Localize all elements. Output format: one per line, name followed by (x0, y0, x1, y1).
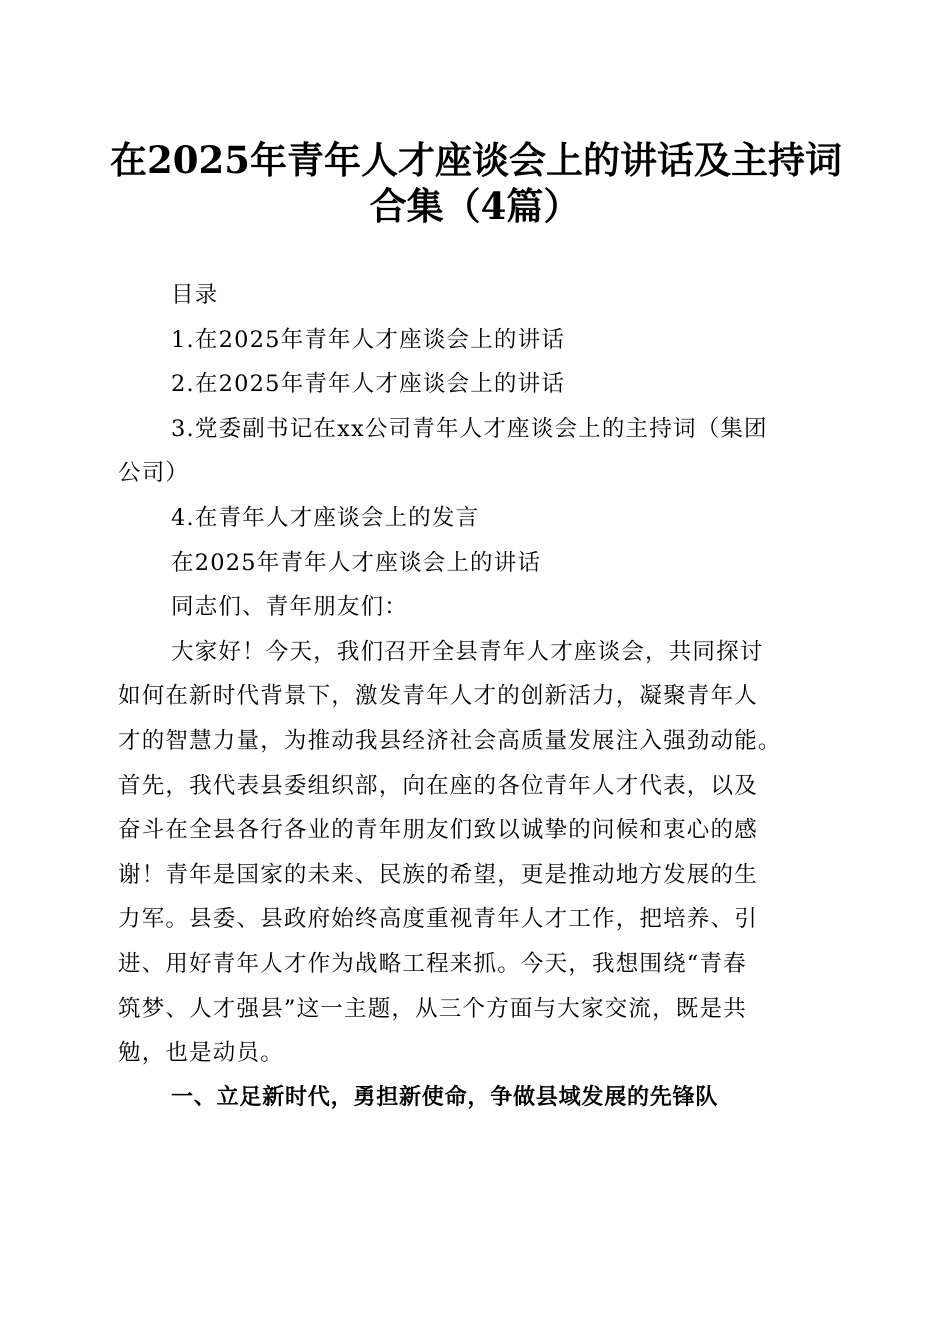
toc-item-2: 2.在2025年青年人才座谈会上的讲话 (171, 371, 566, 398)
body-line-9: 筑梦、人才强县”这一主题，从三个方面与大家交流，既是共 (118, 995, 747, 1022)
toc-item-3: 3.党委副书记在xx公司青年人才座谈会上的主持词（集团 (171, 415, 768, 442)
document-title-line-1: 在2025年青年人才座谈会上的讲话及主持词 (110, 138, 842, 182)
toc-label: 目录 (171, 282, 219, 308)
document-body (118, 273, 838, 1120)
toc-item-1: 1.在2025年青年人才座谈会上的讲话 (171, 326, 566, 353)
salutation: 同志们、青年朋友们： (171, 594, 409, 621)
body-line-1: 大家好！今天，我们召开全县青年人才座谈会，共同探讨 (171, 638, 764, 665)
body-line-6: 谢！青年是国家的未来、民族的希望，更是推动地方发展的生 (118, 861, 758, 888)
toc-item-4: 4.在青年人才座谈会上的发言 (171, 504, 480, 531)
body-line-4: 首先，我代表县委组织部，向在座的各位青年人才代表，以及 (118, 772, 758, 799)
document-title-line-2: 合集（4篇） (369, 184, 581, 228)
section-heading: 一、立足新时代，勇担新使命，争做县域发展的先锋队 (171, 1084, 719, 1110)
toc-item-3-continued: 公司） (118, 460, 190, 487)
body-line-5: 奋斗在全县各行各业的青年朋友们致以诚挚的问候和衷心的感 (118, 817, 758, 844)
body-line-8: 进、用好青年人才作为战略工程来抓。今天，我想围绕“青春 (118, 950, 747, 977)
speech-title: 在2025年青年人才座谈会上的讲话 (171, 549, 542, 576)
body-line-7: 力军。县委、县政府始终高度重视青年人才工作，把培养、引 (118, 906, 758, 933)
body-line-2: 如何在新时代背景下，激发青年人才的创新活力，凝聚青年人 (118, 683, 758, 710)
body-line-3: 才的智慧力量，为推动我县经济社会高质量发展注入强劲动能。 (118, 727, 782, 754)
body-line-10: 勉，也是动员。 (118, 1040, 284, 1067)
